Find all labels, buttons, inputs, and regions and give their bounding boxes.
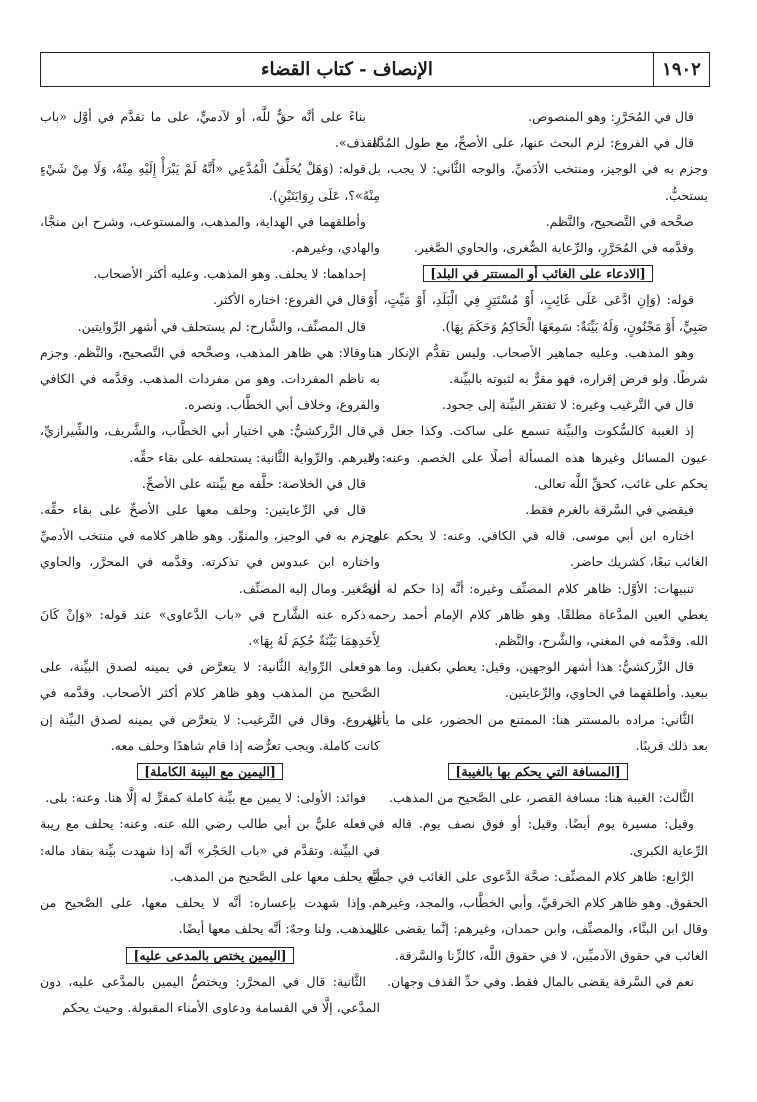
paragraph: وقدَّمه في المُحَرَّرِ، والرِّعاية الصُّغرى، والحاوي الصَّغير. bbox=[413, 240, 694, 256]
page-number: ١٩٠٢ bbox=[653, 53, 709, 86]
section-heading: [اليمين مع البينة الكاملة] bbox=[40, 759, 380, 785]
running-title: الإنصاف - كتاب القضاء bbox=[261, 59, 433, 80]
paragraph: إذ الغيبة كالسُّكوت والبيِّنة تسمع على ساكت. وكذا جعل في عيون المسائل وغيرها هذه المسألة أصلًا على الخصم. وعنه: لا يحكم على غائب، كحقِّ اللَّه تعالى. bbox=[368, 423, 708, 491]
paragraph: وقالا: هي ظاهر المذهب، وصحَّحه في التَّصحيح، والنَّظم. وجزم به ناظم المفردات. وهو من مفردات المذهب. وقدَّمه في الكافي والفروع، وخلاف أبي الخطَّاب. ونصره. bbox=[40, 344, 380, 413]
paragraph: اختاره ابن أبي موسى. قاله في الكافي. وعنه: لا يحكم على الغائب تبعًا، كشريك حاضر. bbox=[368, 528, 708, 570]
paragraph: قوله: (وَإنِ ادَّعَى عَلَى غَائِبٍ، أَوْ مُسْتَتِرٍ فِي الْبَلَدِ، أَوْ مَيِّتٍ، أَوْ صَبِيٍّ، أَوْ مَجْنُونٍ، وَلَهُ بَيِّنَةٌ: سَمِعَهَا الْحَاكِمُ وَحَكَمَ بِهَا). bbox=[368, 292, 708, 334]
paragraph: صحَّحه في التَّصحيح، والنَّظم. bbox=[545, 213, 694, 229]
paragraph: وإذا شهدت بإعساره: أنَّه لا يحلف معها، على الصَّحيح من المذهب. ولنا وجهٌ: أنَّه يحلف معها أيضًا. bbox=[40, 895, 380, 937]
paragraph: الرَّابع: ظاهر كلام المصنِّف: صحَّة الدَّعوى على الغائب في جميع الحقوق. وهو ظاهر كلام الخرقيِّ، وأبي الخطَّاب، والمجد، وغيرهم. وقال ابن البنَّاء، والمصنِّف، وابن حمدان، وغيرهم: إنَّما يقضى على الغائب في حقوق الآدميِّين، لا في حقوق اللَّه، كالزِّنا والسَّرقة. bbox=[368, 868, 708, 963]
paragraph: قال في التَّرغيب وغيره: لا تفتقر البيِّنة إلى جحود. bbox=[441, 397, 694, 413]
page-header bbox=[40, 52, 710, 87]
paragraph: قال المصنِّف، والشَّارح: لم يستحلف في أشهر الرِّوايتين. bbox=[77, 318, 366, 334]
section-heading: [الادعاء على الغائب أو المستتر في البلد] bbox=[368, 261, 708, 287]
paragraph: الثَّالث: الغيبة هنا: مسافة القصر، على الصَّحيح من المذهب. bbox=[388, 790, 694, 806]
paragraph: فوائد: الأولى: لا يمين مع بيِّنة كاملة كمقرٍّ له إلَّا هنا. وعنه: بلى. bbox=[45, 790, 366, 806]
paragraph: فعلى الرِّواية الثَّانية: لا يتعرَّض في يمينه لصدق البيِّنة، على الصَّحيح من المذهب وهو ظاهر كلام أكثر الأصحاب. وقدَّمه في الفروع. وقال في التَّرغيب: لا يتعرَّض في يمينه لصدق البيِّنة إن كانت كاملة. ويجب تعرُّضه إذا قام شاهدًا وحلف معه. bbox=[40, 659, 380, 753]
paragraph: الثَّانية: قال في المحرَّر: ويختصُّ اليمين بالمدَّعى عليه، دون المدَّعي، إلَّا في القسامة ودعاوى الأمناء المقبولة. وحيث يحكم bbox=[40, 973, 380, 1015]
paragraph: قال الزَّركشيُّ: هي اختيار أبي الخطَّاب، والشَّريف، والشِّيرازيِّ، وغيرهم. والرِّواية الثَّانية: يستحلفه على بقاء حقِّه. bbox=[40, 423, 380, 465]
section-heading: [المسافة التي يحكم بها بالغيبة] bbox=[368, 759, 708, 785]
paragraph: قال الزَّركشيُّ: هذا أشهر الوجهين. وقيل: يعطي بكفيل. وما هو ببعيد. وأطلقهما في الحاوي، والرِّعايتين. bbox=[368, 659, 708, 701]
paragraph: قال في الفروع: اختاره الأكثر. bbox=[212, 292, 366, 308]
paragraph: نعم في السَّرقة يقضى بالمال فقط. وفي حدِّ القذف وجهان. bbox=[386, 973, 694, 989]
paragraph: ذكره عنه الشَّارح في «باب الدَّعاوى» عند قوله: «وَإنْ كَانَ لِأَحَدِهِمَا بَيِّنَةٌ حُكِمَ لَهُ بِهَا». bbox=[40, 606, 380, 649]
paragraph: قال في المُحَرَّرِ: وهو المنصوص. bbox=[528, 109, 694, 124]
paragraph: فعله عليٌّ بن أبي طالب رضي الله عنه. وعنه: يحلف مع ريبة في البيِّنة. وتقدَّم في «باب الحَجْر» أنَّه إذا شهدت بيِّنة بنفاد ماله: أنَّه يحلف معها على الصَّحيح من المذهب. bbox=[40, 816, 380, 884]
right-text-column bbox=[368, 104, 708, 995]
paragraph: فيقضي في السَّرقة بالغرم فقط. bbox=[525, 502, 694, 518]
section-heading: [اليمين يختص بالمدعى عليه] bbox=[40, 943, 380, 969]
paragraph: إحداهما: لا يحلف. وهو المذهب. وعليه أكثر الأصحاب. bbox=[93, 266, 366, 282]
paragraph: تنبيهات: الأوَّل: ظاهر كلام المصنِّف وغيره: أنَّه إذا حكم له أن يعطي العين المدَّعاة مطلقًا. وهو ظاهر كلام الإمام أحمد رحمه الله. وقدَّمه في المغني، والشَّرح، والنَّظم. bbox=[368, 580, 708, 649]
left-text-column bbox=[40, 104, 380, 1021]
paragraph: قال في الفروع: لزم البحث عنها، على الأصحِّ، مع طول المُدَّة. وجزم به في الوجيز، ومنتخب الأدَميِّ. والوجه الثَّاني: لا يجب، بل يستحبُّ. bbox=[368, 135, 708, 203]
paragraph: بناءً على أنَّه حقٌّ للَّه، أو لآدميٍّ، على ما تقدَّم في أوَّل «باب القذف». bbox=[40, 109, 380, 151]
paragraph: قال في الخلاصة: حلَّفه مع بيِّنته على الأصحِّ. bbox=[141, 475, 366, 491]
paragraph: وقيل: مسيرة يوم أيضًا. وقيل: أو فوق نصف يوم. قاله في الرِّعاية الكبرى. bbox=[368, 816, 708, 858]
paragraph: الثَّاني: مراده بالمستتر هنا: الممتنع من الحضور، على ما يأتي بعد ذلك قريبًا. bbox=[368, 711, 708, 753]
paragraph: قال في الرِّعايتين: وحلف معها على الأصحِّ على بقاء حقِّه. وجزم به في الوجيز، والمنوِّر. وهو ظاهر كلامه في منتخب الأدميِّ واختاره ابن عبدوس في تذكرته. وقدَّمه في المحرَّر، والحاوي الصَّغير. ومال إليه المصنِّف. bbox=[40, 502, 380, 596]
paragraph: وأطلقهما في الهداية، والمذهب، والمستوعب، وشرح ابن منجَّا، والهادي، وغيرهم. bbox=[40, 213, 380, 256]
paragraph: وهو المذهب. وعليه جماهير الأصحاب. وليس تقدُّم الإنكار هنا شرطًا. ولو فرض إقراره، فهو مقرٌّ به لثبوته بالبيِّنة. bbox=[368, 344, 708, 387]
paragraph: قوله: (وَهَلْ يُحَلِّفُ الْمُدَّعِي «أَنَّهُ لَمْ يَبْرَأْ إِلَيْهِ مِنْهُ، وَلَا مِنْ شَيْءٍ مِنْهُ»؟، عَلَى رِوَايَتَيْنِ). bbox=[40, 161, 380, 203]
